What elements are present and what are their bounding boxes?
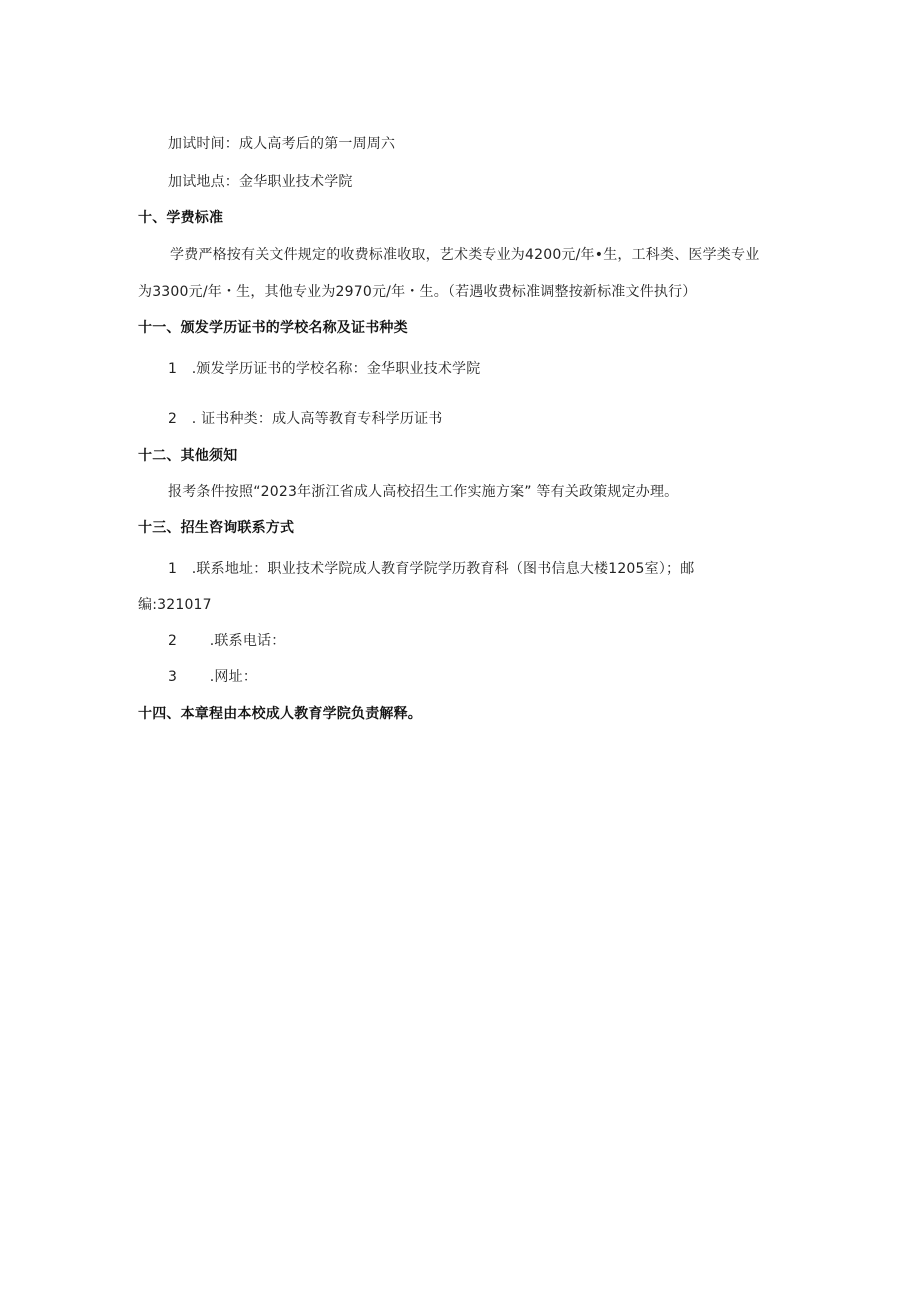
contact-item-1-text: .联系地址：职业技术学院成人教育学院学历教育科（图书信息大楼1205室）；邮 [191, 561, 695, 577]
contact-item-1-continuation: 编:321017 [138, 597, 212, 613]
section-heading-notice: 十二、其他须知 [138, 448, 238, 464]
contact-item-3-text: .网址： [209, 669, 258, 685]
certificate-item-2-number: 2 [168, 411, 178, 427]
contact-item-2-text: .联系电话： [209, 633, 286, 649]
contact-item-3-number: 3 [168, 669, 178, 685]
fees-paragraph-line-2: 为3300元/年・生，其他专业为2970元/年・生。（若遇收费标准调整按新标准文件执行） [138, 284, 697, 300]
certificate-item-1-text: .颁发学历证书的学校名称：金华职业技术学院 [191, 361, 481, 377]
certificate-item-1-number: 1 [168, 361, 178, 377]
exam-location: 加试地点：金华职业技术学院 [168, 174, 353, 190]
fees-paragraph-line-1: 学费严格按有关文件规定的收费标准收取，艺术类专业为4200元/年•生，工科类、医学类专业 [170, 247, 760, 263]
section-heading-interpretation: 十四、本章程由本校成人教育学院负责解释。 [138, 706, 422, 722]
contact-item-2 [168, 631, 285, 651]
exam-time: 加试时间：成人高考后的第一周周六 [168, 136, 396, 152]
section-heading-certificate: 十一、颁发学历证书的学校名称及证书种类 [138, 320, 408, 336]
section-heading-contact: 十三、招生咨询联系方式 [138, 520, 295, 536]
contact-item-1 [168, 559, 694, 579]
certificate-item-2 [168, 409, 442, 429]
contact-item-1-number: 1 [168, 561, 178, 577]
section-heading-fees: 十、学费标准 [138, 210, 224, 226]
certificate-item-2-text: . 证书种类：成人高等教育专科学历证书 [191, 411, 443, 427]
notice-paragraph: 报考条件按照“2023年浙江省成人高校招生工作实施方案” 等有关政策规定办理。 [168, 484, 679, 500]
certificate-item-1 [168, 359, 480, 379]
contact-item-3 [168, 667, 257, 687]
contact-item-2-number: 2 [168, 633, 178, 649]
